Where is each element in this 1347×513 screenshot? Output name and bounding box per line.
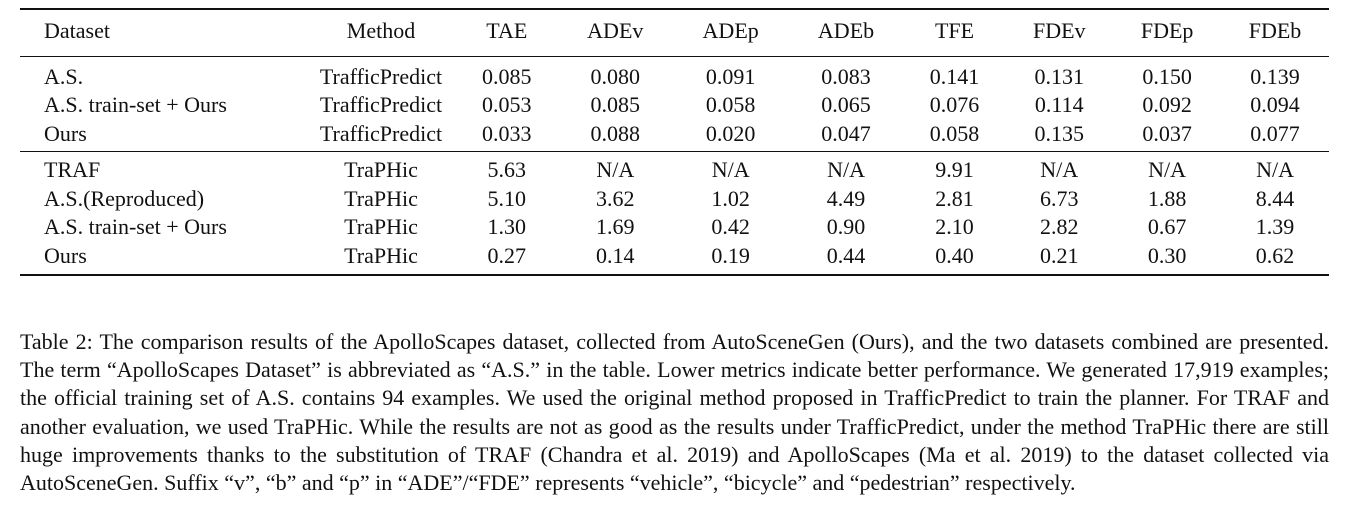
method-cell: TrafficPredict	[319, 92, 443, 117]
metric-cell: 0.094	[1250, 92, 1300, 117]
header-cell: TFE	[904, 9, 1006, 56]
table-row	[20, 56, 1329, 91]
header-row	[20, 9, 1329, 56]
metric-cell: 0.141	[929, 63, 980, 89]
method-cell: TraPHic	[306, 242, 456, 276]
metric-cell: 0.065	[821, 92, 871, 117]
metric-cell: 1.69	[596, 214, 635, 239]
dataset-cell: Ours	[44, 120, 87, 146]
metric-cell: 0.30	[1113, 242, 1221, 276]
table-row	[20, 242, 1329, 276]
metric-cell: 0.114	[1034, 92, 1084, 117]
metric-cell: 0.27	[456, 242, 558, 276]
dataset-cell: Ours	[20, 242, 306, 276]
header-cell: ADEv	[558, 9, 673, 56]
metric-cell: 0.037	[1142, 120, 1192, 146]
metric-cell: 0.14	[558, 242, 673, 276]
metric-cell: 0.139	[1250, 63, 1300, 89]
header-cell: ADEp	[673, 9, 788, 56]
metric-cell: 0.033	[482, 120, 532, 146]
metric-cell: 0.091	[705, 63, 756, 89]
dataset-cell: A.S. train-set + Ours	[44, 92, 227, 117]
metric-cell: 5.63	[456, 152, 558, 185]
metric-cell: 1.30	[487, 214, 527, 239]
metric-cell: 0.058	[705, 92, 756, 117]
metric-cell: 0.085	[482, 63, 532, 89]
dataset-cell: A.S.(Reproduced)	[44, 185, 205, 211]
method-cell: TraPHic	[344, 185, 418, 211]
traphic-group	[20, 152, 1329, 276]
table-row	[20, 185, 1329, 214]
metric-cell: 0.67	[1147, 214, 1187, 239]
table-row	[20, 152, 1329, 185]
metric-cell: 0.047	[821, 120, 871, 146]
metric-cell: 0.19	[673, 242, 788, 276]
header-cell: Dataset	[20, 9, 306, 56]
metric-cell: 1.02	[711, 185, 750, 211]
dataset-cell: TRAF	[20, 152, 306, 185]
table-row	[20, 91, 1329, 120]
metric-cell: 4.49	[826, 185, 866, 211]
metric-cell: 0.42	[711, 214, 750, 239]
metric-cell: 0.020	[705, 120, 756, 146]
header-cell: FDEb	[1221, 9, 1329, 56]
table-row	[20, 213, 1329, 242]
metric-cell: 1.39	[1255, 214, 1295, 239]
header-cell: TAE	[456, 9, 558, 56]
metric-cell: 5.10	[487, 185, 527, 211]
table-caption: Table 2: The comparison results of the ApolloScapes dataset, collected from AutoSceneGen (Ours), and the two datasets combined are presented. The term “ApolloScapes Dataset” is abbreviated as “A.S.” in the table. Lower metrics indicate better performance. We generated 17,919 examples; the official training set of A.S. contains 94 examples. We used the original method proposed in TrafficPredict to train the planner. For TRAF and another evaluation, we used TraPHic. While the results are not as good as the results under TrafficPredict, under the method TraPHic there are still huge improvements thanks to the substitution of TRAF (Chandra et al. 2019) and ApolloScapes (Ma et al. 2019) to the dataset collected via AutoSceneGen. Suffix “v”, “b” and “p” in “ADE”/“FDE” represents “vehicle”, “bicycle” and “pedestrian” respectively.	[20, 329, 1329, 496]
metric-cell: 0.080	[590, 63, 641, 89]
method-cell: TraPHic	[344, 214, 418, 239]
metric-cell: 0.21	[1005, 242, 1113, 276]
dataset-cell: A.S.	[44, 63, 84, 89]
metric-cell: 0.092	[1142, 92, 1192, 117]
metric-cell: N/A	[1113, 152, 1221, 185]
header-cell: FDEp	[1113, 9, 1221, 56]
results-table	[20, 8, 1329, 276]
method-cell: TrafficPredict	[319, 120, 443, 146]
metric-cell: 0.085	[590, 92, 641, 117]
metric-cell: 0.131	[1034, 63, 1084, 89]
metric-cell: 3.62	[596, 185, 635, 211]
metric-cell: 0.62	[1221, 242, 1329, 276]
trafficpredict-group	[20, 56, 1329, 152]
metric-cell: 1.88	[1147, 185, 1187, 211]
metric-cell: 2.82	[1040, 214, 1079, 239]
dataset-cell: A.S. train-set + Ours	[44, 214, 227, 239]
metric-cell: 0.40	[904, 242, 1006, 276]
metric-cell: 0.053	[482, 92, 532, 117]
metric-cell: N/A	[1005, 152, 1113, 185]
metric-cell: 0.076	[929, 92, 980, 117]
metric-cell: N/A	[673, 152, 788, 185]
metric-cell: 0.088	[590, 120, 641, 146]
metric-cell: 0.077	[1250, 120, 1300, 146]
metric-cell: 0.90	[826, 214, 866, 239]
metric-cell: 6.73	[1040, 185, 1079, 211]
metric-cell: N/A	[788, 152, 903, 185]
metric-cell: 2.81	[935, 185, 974, 211]
metric-cell: N/A	[558, 152, 673, 185]
metric-cell: N/A	[1221, 152, 1329, 185]
results-table-container	[20, 8, 1329, 276]
metric-cell: 0.083	[821, 63, 871, 89]
table-row	[20, 120, 1329, 152]
metric-cell: 0.058	[929, 120, 980, 146]
method-cell: TraPHic	[306, 152, 456, 185]
metric-cell: 9.91	[904, 152, 1006, 185]
header-cell: Method	[306, 9, 456, 56]
metric-cell: 0.150	[1142, 63, 1192, 89]
metric-cell: 2.10	[935, 214, 974, 239]
header-cell: FDEv	[1005, 9, 1113, 56]
header-cell: ADEb	[788, 9, 903, 56]
method-cell: TrafficPredict	[319, 63, 443, 89]
metric-cell: 8.44	[1255, 185, 1295, 211]
metric-cell: 0.135	[1034, 120, 1084, 146]
metric-cell: 0.44	[788, 242, 903, 276]
